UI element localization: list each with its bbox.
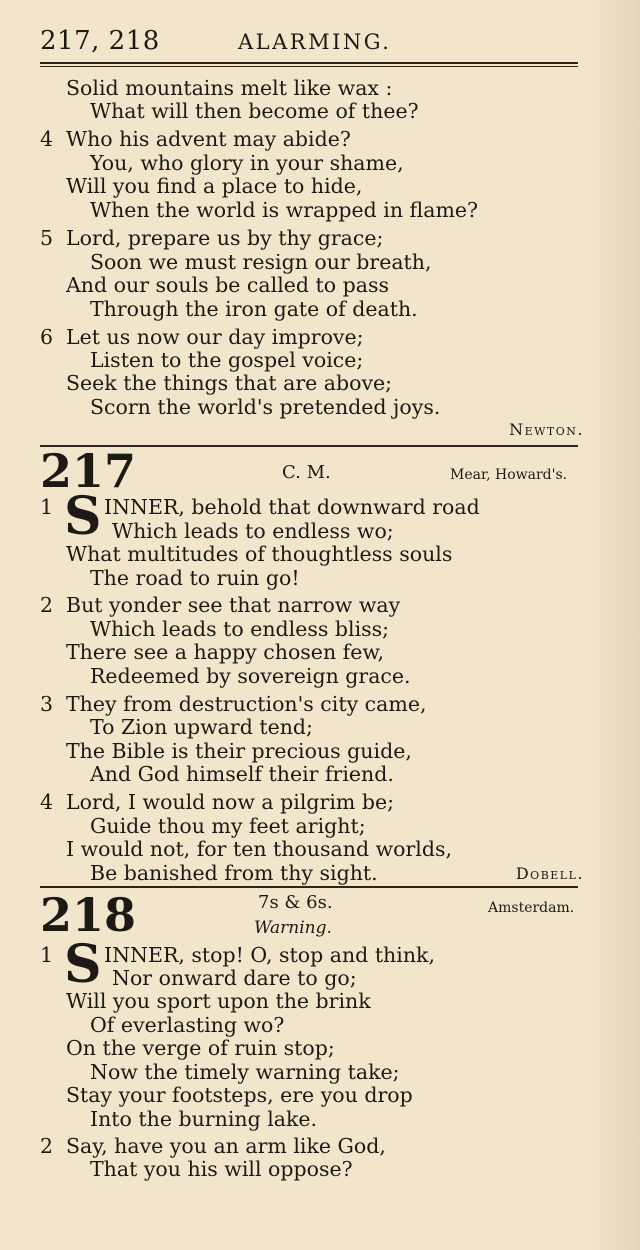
stanza-number: 1 <box>40 495 54 519</box>
verse-line: Be banished from thy sight. <box>90 861 378 885</box>
verse-line: And God himself their friend. <box>90 762 394 786</box>
verse-line: I would not, for ten thousand worlds, <box>66 837 453 861</box>
stanza-number: 5 <box>40 226 54 250</box>
verse-line: Will you find a place to hide, <box>66 174 363 198</box>
verse-line: Now the timely warning take; <box>90 1060 400 1084</box>
verse-line: When the world is wrapped in flame? <box>90 198 479 222</box>
verse-line: They from destruction's city came, <box>66 692 427 716</box>
verse-line: On the verge of ruin stop; <box>66 1036 335 1060</box>
stanza-number: 4 <box>40 790 54 814</box>
stanza-number: 6 <box>40 325 54 349</box>
page-edge-shadow <box>585 0 640 1250</box>
page-header <box>40 26 580 56</box>
hymn-author: Newton. <box>509 420 584 439</box>
verse-line: Lord, prepare us by thy grace; <box>66 226 384 250</box>
hymn-author: Dobell. <box>515 864 584 883</box>
verse-line: What will then become of thee? <box>90 99 419 123</box>
verse-line: Let us now our day improve; <box>66 325 364 349</box>
verse-line: INNER, behold that downward road <box>104 495 480 519</box>
verse-line: Through the iron gate of death. <box>90 297 418 321</box>
running-title: ALARMING. <box>238 30 392 54</box>
hymn-subtitle: Warning. <box>254 918 332 938</box>
verse-line: There see a happy chosen few, <box>66 640 385 664</box>
verse-line: Redeemed by sovereign grace. <box>90 664 411 688</box>
verse-line: Solid mountains melt like wax : <box>66 76 393 100</box>
verse-line: Stay your footsteps, ere you drop <box>66 1083 413 1107</box>
verse-line: Soon we must resign our breath, <box>90 250 432 274</box>
drop-cap: S <box>64 486 102 547</box>
verse-line: Listen to the gospel voice; <box>90 348 364 372</box>
verse-line: The road to ruin go! <box>90 566 300 590</box>
page-numbers: 217, 218 <box>40 26 160 56</box>
verse-line: To Zion upward tend; <box>90 715 313 739</box>
hymn-tune: Mear, Howard's. <box>450 467 568 483</box>
drop-cap: S <box>64 934 102 995</box>
verse-line: Which leads to endless wo; <box>112 519 394 543</box>
verse-line: You, who glory in your shame, <box>90 151 404 175</box>
verse-line: Who his advent may abide? <box>66 127 351 151</box>
verse-line: Will you sport upon the brink <box>66 989 371 1013</box>
verse-line: But yonder see that narrow way <box>66 593 401 617</box>
stanza-number: 2 <box>40 1134 54 1158</box>
verse-line: Lord, I would now a pilgrim be; <box>66 790 394 814</box>
stanza-number: 3 <box>40 692 54 716</box>
verse-line: Say, have you an arm like God, <box>66 1134 386 1158</box>
verse-line: That you his will oppose? <box>90 1157 353 1181</box>
verse-line: The Bible is their precious guide, <box>66 739 412 763</box>
verse-line: And our souls be called to pass <box>66 273 390 297</box>
hymn-meter: 7s & 6s. <box>258 892 333 913</box>
header-rule <box>40 62 578 67</box>
verse-line: INNER, stop! O, stop and think, <box>104 943 435 967</box>
stanza-number: 1 <box>40 943 54 967</box>
hymn-number: 217 <box>40 444 137 498</box>
verse-line: Which leads to endless bliss; <box>90 617 390 641</box>
stanza-number: 4 <box>40 127 54 151</box>
verse-line: What multitudes of thoughtless souls <box>66 542 453 566</box>
stanza-number: 2 <box>40 593 54 617</box>
verse-line: Seek the things that are above; <box>66 371 393 395</box>
hymn-meter: C. M. <box>282 462 331 483</box>
verse-line: Nor onward dare to go; <box>112 966 357 990</box>
verse-line: Into the burning lake. <box>90 1107 318 1131</box>
hymn-number: 218 <box>40 888 137 942</box>
verse-line: Scorn the world's pretended joys. <box>90 395 441 419</box>
verse-line: Guide thou my feet aright; <box>90 814 366 838</box>
verse-line: Of everlasting wo? <box>90 1013 285 1037</box>
hymn-tune: Amsterdam. <box>488 900 575 916</box>
